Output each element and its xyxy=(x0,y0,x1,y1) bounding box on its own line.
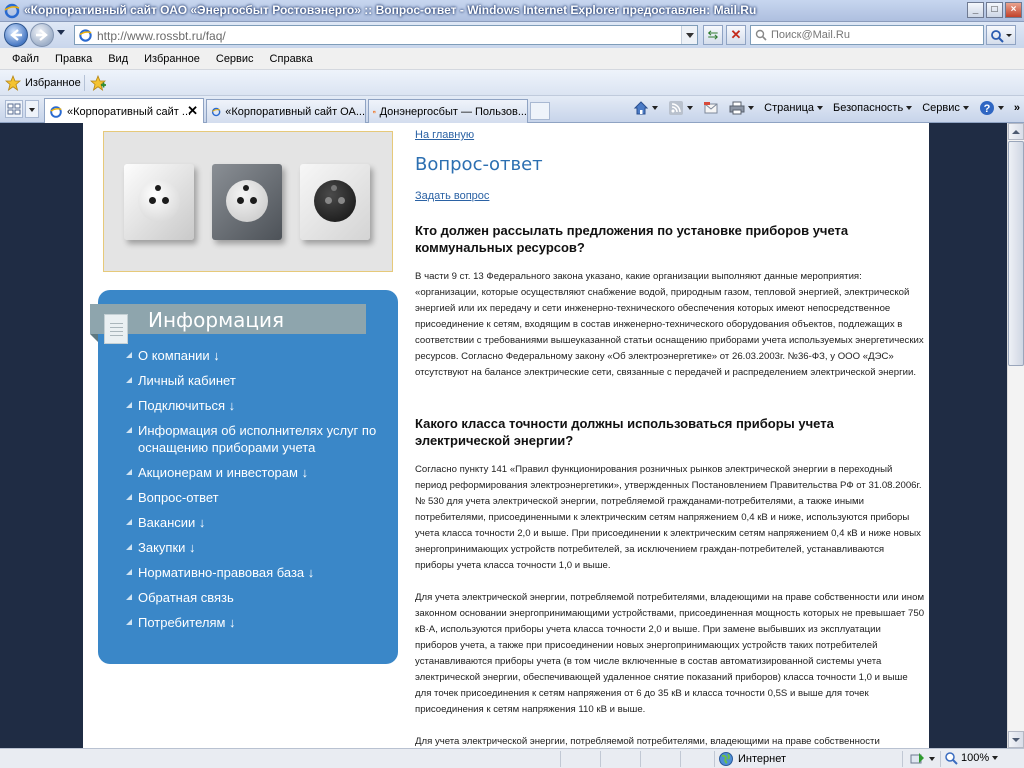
menu-edit[interactable]: Правка xyxy=(55,52,93,65)
status-divider xyxy=(940,751,941,767)
menu-view[interactable]: Вид xyxy=(108,52,129,65)
mail-ru-search-icon xyxy=(755,29,767,41)
toolbar-overflow-button[interactable]: » xyxy=(1013,102,1020,114)
ie-logo-icon xyxy=(4,3,20,19)
svg-text:?: ? xyxy=(983,103,991,115)
forward-button[interactable] xyxy=(30,23,54,47)
tab-list-button[interactable] xyxy=(25,100,39,118)
back-arrow-icon xyxy=(9,28,23,42)
socket-black-image xyxy=(300,164,370,240)
favorites-bar xyxy=(0,70,1024,96)
printer-icon xyxy=(729,100,745,116)
status-bar xyxy=(0,748,1024,768)
tab-3[interactable] xyxy=(368,99,528,123)
vertical-scrollbar[interactable] xyxy=(1007,123,1024,748)
menu-help[interactable]: Справка xyxy=(269,52,313,65)
page-menu-label: Страница xyxy=(764,102,815,114)
home-link[interactable]: На главную xyxy=(415,129,475,141)
answer-paragraph: В части 9 ст. 13 Федерального закона указано, какие организации выполняют данные мероприятия: «организации, которые осуществляют снабжение водой, природным газом, тепловой энергией, электрической энергией или их передачу и сети инженерно-технического обеспечения которых имеют непосредственное присоединение к сетям, входящим в состав инженерно-технического оборудования объектов, подлежащих в соответствии с требованиями вышеуказанной статьи оснащению приборами учета используемых энергетических ресурсов. Согласно Федеральному закону «Об электроэнергетике» от 26.03.2003г. №36-ФЗ, у ООО «ДЭС» отсутствуют на балансе электрические сети, связанные с передачей и распределением электрической энергии. xyxy=(415,271,924,378)
info-title: Информация xyxy=(148,308,285,332)
zoom-control[interactable] xyxy=(944,751,998,765)
zone-label: Интернет xyxy=(738,753,786,765)
search-placeholder: Поиск@Mail.Ru xyxy=(771,29,850,41)
command-bar xyxy=(633,100,1020,116)
menu-bar xyxy=(0,48,1024,70)
page-viewport xyxy=(0,123,1007,748)
tab-site-icon xyxy=(373,105,376,119)
page-icon xyxy=(78,28,93,43)
search-icon xyxy=(990,29,1012,43)
home-button[interactable] xyxy=(633,100,658,116)
web-page xyxy=(83,123,929,748)
tab-1[interactable] xyxy=(44,98,204,124)
tab-close-icon[interactable]: ✕ xyxy=(187,103,198,118)
status-divider xyxy=(600,751,601,767)
refresh-button[interactable]: ⇆ xyxy=(703,25,723,45)
globe-icon xyxy=(718,751,734,767)
new-tab-button[interactable] xyxy=(530,102,550,120)
tab-2-label: «Корпоративный сайт ОА... xyxy=(225,105,365,118)
socket-gray-image xyxy=(212,164,282,240)
mail-icon xyxy=(703,100,719,116)
safety-menu[interactable] xyxy=(833,102,912,114)
maximize-button[interactable]: □ xyxy=(986,2,1003,18)
address-dropdown[interactable] xyxy=(681,26,697,44)
sidebar-item-providers[interactable]: Информация об исполнителях услуг по оснащению приборами учета xyxy=(126,422,386,456)
status-divider xyxy=(640,751,641,767)
minimize-button[interactable]: _ xyxy=(967,2,984,18)
url-text: http://www.rossbt.ru/faq/ xyxy=(97,29,226,43)
sidebar-item-consumers[interactable]: Потребителям ↓ xyxy=(126,614,386,631)
search-button[interactable] xyxy=(986,25,1016,45)
sidebar-item-feedback[interactable]: Обратная связь xyxy=(126,589,386,606)
document-icon xyxy=(104,314,128,344)
favorites-separator xyxy=(84,75,85,91)
scroll-up-button[interactable] xyxy=(1008,123,1024,140)
help-icon xyxy=(979,100,995,116)
mail-button[interactable] xyxy=(703,100,719,116)
sockets-banner xyxy=(103,131,393,272)
tab-ie-icon xyxy=(211,105,221,119)
info-sidebar xyxy=(98,290,398,664)
address-field[interactable] xyxy=(74,25,698,45)
tab-bar xyxy=(0,96,1024,123)
security-zone[interactable] xyxy=(718,751,786,767)
tab-ie-icon xyxy=(49,105,63,119)
print-button[interactable] xyxy=(729,100,754,116)
tools-menu-label: Сервис xyxy=(922,102,960,114)
sidebar-item-vacancies[interactable]: Вакансии ↓ xyxy=(126,514,386,531)
window-title: «Корпоративный сайт ОАО «Энергосбыт Ростовэнерго» :: Вопрос-ответ - Windows Internet Explorer предоставлен: Mail.Ru xyxy=(24,3,757,17)
menu-favorites[interactable]: Избранное xyxy=(144,52,200,65)
zoom-level: 100% xyxy=(961,752,990,764)
sidebar-item-connect[interactable]: Подключиться ↓ xyxy=(126,397,386,414)
help-button[interactable] xyxy=(979,100,1004,116)
home-icon xyxy=(633,100,649,116)
status-divider xyxy=(680,751,681,767)
recent-pages-dropdown[interactable] xyxy=(57,30,65,35)
sidebar-item-about[interactable]: О компании ↓ xyxy=(126,347,386,364)
favorites-button[interactable] xyxy=(5,75,81,91)
scroll-down-button[interactable] xyxy=(1008,731,1024,748)
menu-file[interactable]: Файл xyxy=(12,52,40,65)
page-title: Вопрос-ответ xyxy=(415,154,543,175)
zoom-icon xyxy=(944,751,958,765)
feeds-button[interactable] xyxy=(668,100,693,116)
tools-menu[interactable] xyxy=(922,102,969,114)
question-heading: Какого класса точности должны использоваться приборы учета электрической энергии? xyxy=(415,416,834,448)
scroll-thumb[interactable] xyxy=(1008,141,1024,366)
page-menu[interactable] xyxy=(764,102,823,114)
answer-paragraph: Согласно пункту 141 «Правил функционирования розничных рынков электрической энергии в переходный период реформирования электроэнергетики», утвержденных Постановлением Правительства РФ от 31.08.2006г. № 530 для учета электрической энергии, потребляемой гражданами-потребителями, а также иными потребителями, присоединенными к электрическим сетям напряжением 0,4 кВ и ниже, используются приборы учета класса точности 2,0 и выше. При присоединении к электрическим сетям напряжением 0,4 кВ и ниже новых энергопринимающих устройств потребителей, за исключением граждан-потребителей, устанавливаются приборы учета класса точности 1,0 и выше. xyxy=(415,464,922,571)
question-heading: Кто должен рассылать предложения по установке приборов учета коммунальных ресурсов? xyxy=(415,223,849,255)
answer-paragraph: Для учета электрической энергии, потребляемой потребителями, владеющими на праве собственности xyxy=(415,736,880,747)
search-input[interactable] xyxy=(750,25,984,45)
sidebar-nav xyxy=(126,347,386,639)
protected-mode-icon xyxy=(910,752,926,766)
socket-white-image xyxy=(124,164,194,240)
add-favorite-icon xyxy=(90,75,106,91)
favorites-star-icon xyxy=(5,75,21,91)
answer-paragraph: Для учета электрической энергии, потребляемой потребителями, владеющими на праве собственности или ином законном основании энергопринимающими устройствами, присоединенная мощность которых не превышает 750 кВ·А, используются приборы учета класса точности 2,0 и выше. При замене выбывших из эксплуатации приборов учета, а также при присоединении новых энергопринимающих устройств таких потребителей устанавливаются приборы учета (в том числе включенные в состав автоматизированной системы учета электрической энергии, обеспечивающей удаленное снятие показаний приборов) класса точности 1,0 и выше для точек присоединения к сетям напряжения от 6 до 35 кВ и класса точности 0,5S и выше для точек присоединения к сетям напряжения 110 кВ и выше. xyxy=(415,592,925,715)
quick-tabs-icon xyxy=(6,101,22,117)
tab-3-label: Донэнергосбыт — Пользов... xyxy=(379,105,527,118)
protected-mode-button[interactable] xyxy=(910,752,935,766)
ask-question-link[interactable]: Задать вопрос xyxy=(415,190,490,202)
info-header xyxy=(90,304,366,334)
title-bar xyxy=(0,0,1024,22)
add-favorite-button[interactable] xyxy=(90,75,106,94)
status-divider xyxy=(714,751,715,767)
sidebar-item-shareholders[interactable]: Акционерам и инвесторам ↓ xyxy=(126,464,386,481)
sidebar-item-purchases[interactable]: Закупки ↓ xyxy=(126,539,386,556)
sidebar-item-faq[interactable]: Вопрос-ответ xyxy=(126,489,386,506)
tab-2[interactable] xyxy=(206,99,366,123)
status-divider xyxy=(560,751,561,767)
tab-1-label: «Корпоративный сайт ... xyxy=(67,105,192,118)
sidebar-item-legal[interactable]: Нормативно-правовая база ↓ xyxy=(126,564,386,581)
menu-tools[interactable]: Сервис xyxy=(215,52,254,65)
quick-tabs-button[interactable] xyxy=(5,100,23,118)
safety-menu-label: Безопасность xyxy=(833,102,904,114)
address-toolbar xyxy=(0,22,1024,48)
stop-button[interactable]: ✕ xyxy=(726,25,746,45)
forward-arrow-icon xyxy=(35,28,49,42)
favorites-label: Избранное xyxy=(25,77,81,89)
close-window-button[interactable]: × xyxy=(1005,2,1022,18)
rss-feed-icon xyxy=(668,100,684,116)
status-divider xyxy=(902,751,903,767)
sidebar-item-cabinet[interactable]: Личный кабинет xyxy=(126,372,386,389)
back-button[interactable] xyxy=(4,23,28,47)
